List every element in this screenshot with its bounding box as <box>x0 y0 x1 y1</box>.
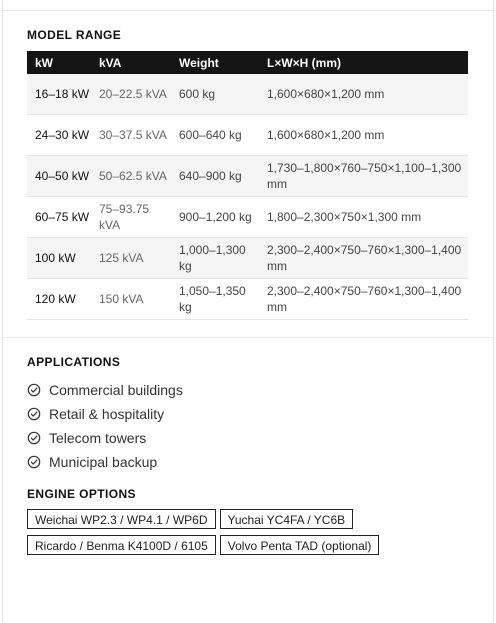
table-row <box>27 238 468 279</box>
check-circle-icon <box>27 407 41 421</box>
column-header-weight: Weight <box>171 51 259 74</box>
engine-option-chip: Yuchai YC4FA / YC6B <box>220 509 354 529</box>
application-label: Telecom towers <box>49 430 147 446</box>
divider <box>2 337 494 338</box>
column-header-kw: kW <box>27 51 91 74</box>
cell-weight: 1,050–1,350 kg <box>171 279 259 320</box>
divider <box>2 10 494 11</box>
table-row <box>27 197 468 238</box>
application-item <box>27 378 183 402</box>
application-label: Commercial buildings <box>49 382 183 398</box>
application-label: Municipal backup <box>49 454 158 470</box>
cell-dimensions: 2,300–2,400×750–760×1,300–1,400 mm <box>259 279 468 320</box>
cell-dimensions: 1,730–1,800×760–750×1,100–1,300 mm <box>259 156 468 197</box>
engine-options-list <box>27 509 467 561</box>
engine-option-chip: Ricardo / Benma K4100D / 6105 <box>27 535 216 555</box>
table-row <box>27 156 468 197</box>
cell-kw: 60–75 kW <box>27 197 91 238</box>
cell-kva: 20–22.5 kVA <box>91 74 171 115</box>
cell-dimensions: 2,300–2,400×750–760×1,300–1,400 mm <box>259 238 468 279</box>
cell-kva: 50–62.5 kVA <box>91 156 171 197</box>
table-row <box>27 74 468 115</box>
cell-kva: 150 kVA <box>91 279 171 320</box>
applications-list <box>27 378 183 474</box>
application-item <box>27 450 183 474</box>
check-circle-icon <box>27 431 41 445</box>
cell-kw: 120 kW <box>27 279 91 320</box>
cell-dimensions: 1,600×680×1,200 mm <box>259 74 468 115</box>
application-item <box>27 402 183 426</box>
engine-options-title: ENGINE OPTIONS <box>27 487 136 501</box>
applications-title: APPLICATIONS <box>27 355 121 369</box>
model-range-table <box>27 51 468 320</box>
cell-kw: 40–50 kW <box>27 156 91 197</box>
table-row <box>27 279 468 320</box>
cell-kva: 125 kVA <box>91 238 171 279</box>
cell-weight: 600–640 kg <box>171 115 259 156</box>
cell-weight: 1,000–1,300 kg <box>171 238 259 279</box>
table-row <box>27 115 468 156</box>
application-label: Retail & hospitality <box>49 406 165 422</box>
column-header-dimensions: L×W×H (mm) <box>259 51 468 74</box>
engine-option-chip: Volvo Penta TAD (optional) <box>220 535 380 555</box>
cell-weight: 600 kg <box>171 74 259 115</box>
engine-option-chip: Weichai WP2.3 / WP4.1 / WP6D <box>27 509 216 529</box>
table-header-row <box>27 51 468 74</box>
cell-dimensions: 1,800–2,300×750×1,300 mm <box>259 197 468 238</box>
cell-kva: 30–37.5 kVA <box>91 115 171 156</box>
application-item <box>27 426 183 450</box>
model-range-title: MODEL RANGE <box>27 28 122 42</box>
cell-kw: 16–18 kW <box>27 74 91 115</box>
cell-kw: 24–30 kW <box>27 115 91 156</box>
cell-kw: 100 kW <box>27 238 91 279</box>
check-circle-icon <box>27 455 41 469</box>
cell-weight: 900–1,200 kg <box>171 197 259 238</box>
check-circle-icon <box>27 383 41 397</box>
cell-dimensions: 1,600×680×1,200 mm <box>259 115 468 156</box>
column-header-kva: kVA <box>91 51 171 74</box>
cell-weight: 640–900 kg <box>171 156 259 197</box>
cell-kva: 75–93.75 kVA <box>91 197 171 238</box>
